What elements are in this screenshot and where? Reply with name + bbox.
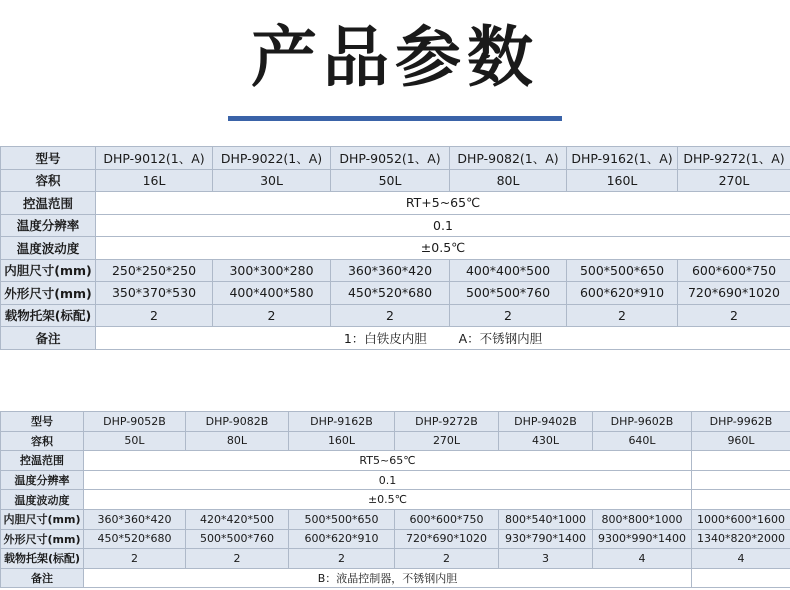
tray-cell: 3 [499, 549, 593, 569]
table-row [1, 192, 790, 215]
outer-size-cell: 500*500*760 [450, 282, 567, 305]
inner-size-cell: 250*250*250 [96, 259, 213, 282]
row-label: 温度波动度 [1, 237, 96, 260]
model-cell: DHP-9602B [593, 412, 692, 432]
volume-cell: 160L [289, 431, 395, 451]
table-row [1, 509, 790, 529]
table-row [1, 304, 790, 327]
tray-cell: 2 [186, 549, 289, 569]
outer-size-cell: 350*370*530 [96, 282, 213, 305]
inner-size-cell: 400*400*500 [450, 259, 567, 282]
page-title: 产品参数 [251, 19, 539, 96]
model-cell: DHP-9082(1、A) [450, 147, 567, 170]
table-row [1, 431, 790, 451]
row-label: 内胆尺寸(mm) [1, 259, 96, 282]
tray-cell: 4 [692, 549, 790, 569]
title-underline [228, 116, 562, 121]
row-label: 温度分辨率 [1, 214, 96, 237]
model-cell: DHP-9402B [499, 412, 593, 432]
model-cell: DHP-9012(1、A) [96, 147, 213, 170]
outer-size-cell: 9300*990*1400 [593, 529, 692, 549]
table-row [1, 259, 790, 282]
row-label: 外形尺寸(mm) [1, 282, 96, 305]
table-row [1, 214, 790, 237]
model-cell: DHP-9272(1、A) [678, 147, 790, 170]
tray-cell: 2 [331, 304, 450, 327]
tray-cell: 2 [96, 304, 213, 327]
model-cell: DHP-9162B [289, 412, 395, 432]
inner-size-cell: 300*300*280 [213, 259, 331, 282]
empty-cell [692, 490, 790, 510]
empty-cell [692, 470, 790, 490]
inner-size-cell: 360*360*420 [331, 259, 450, 282]
remark-cell: 1：白铁皮内胆 A：不锈钢内胆 [96, 327, 790, 350]
outer-size-cell: 720*690*1020 [678, 282, 790, 305]
row-label: 控温范围 [1, 451, 84, 471]
row-label: 温度分辨率 [1, 470, 84, 490]
inner-size-cell: 800*800*1000 [593, 509, 692, 529]
table-row [1, 327, 790, 350]
table-row [1, 549, 790, 569]
tray-cell: 4 [593, 549, 692, 569]
fluctuation-cell: ±0.5℃ [96, 237, 790, 260]
volume-cell: 270L [395, 431, 499, 451]
table-row [1, 568, 790, 588]
table-row [1, 451, 790, 471]
inner-size-cell: 1000*600*1600 [692, 509, 790, 529]
volume-cell: 30L [213, 169, 331, 192]
volume-cell: 270L [678, 169, 790, 192]
outer-size-cell: 500*500*760 [186, 529, 289, 549]
table-row [1, 169, 790, 192]
volume-cell: 80L [186, 431, 289, 451]
outer-size-cell: 600*620*910 [289, 529, 395, 549]
model-cell: DHP-9022(1、A) [213, 147, 331, 170]
spec-table-2 [0, 411, 790, 588]
model-cell: DHP-9162(1、A) [567, 147, 678, 170]
volume-cell: 960L [692, 431, 790, 451]
tray-cell: 2 [567, 304, 678, 327]
inner-size-cell: 600*600*750 [395, 509, 499, 529]
table-row [1, 412, 790, 432]
outer-size-cell: 450*520*680 [84, 529, 186, 549]
table-row [1, 147, 790, 170]
volume-cell: 16L [96, 169, 213, 192]
inner-size-cell: 420*420*500 [186, 509, 289, 529]
tray-cell: 2 [395, 549, 499, 569]
resolution-cell: 0.1 [96, 214, 790, 237]
table-row [1, 282, 790, 305]
table-row [1, 470, 790, 490]
tray-cell: 2 [678, 304, 790, 327]
model-cell: DHP-9052B [84, 412, 186, 432]
tray-cell: 2 [84, 549, 186, 569]
table-row [1, 529, 790, 549]
tray-cell: 2 [213, 304, 331, 327]
volume-cell: 80L [450, 169, 567, 192]
outer-size-cell: 600*620*910 [567, 282, 678, 305]
temp-range-cell: RT+5~65℃ [96, 192, 790, 215]
model-cell: DHP-9052(1、A) [331, 147, 450, 170]
row-label: 载物托架(标配) [1, 304, 96, 327]
tray-cell: 2 [450, 304, 567, 327]
table-row [1, 237, 790, 260]
volume-cell: 50L [331, 169, 450, 192]
inner-size-cell: 360*360*420 [84, 509, 186, 529]
outer-size-cell: 1340*820*2000 [692, 529, 790, 549]
row-label: 控温范围 [1, 192, 96, 215]
inner-size-cell: 500*500*650 [289, 509, 395, 529]
temp-range-cell: RT5~65℃ [84, 451, 692, 471]
inner-size-cell: 600*600*750 [678, 259, 790, 282]
resolution-cell: 0.1 [84, 470, 692, 490]
volume-cell: 50L [84, 431, 186, 451]
fluctuation-cell: ±0.5℃ [84, 490, 692, 510]
row-label: 备注 [1, 568, 84, 588]
outer-size-cell: 720*690*1020 [395, 529, 499, 549]
row-label: 载物托架(标配) [1, 549, 84, 569]
volume-cell: 160L [567, 169, 678, 192]
empty-cell [692, 568, 790, 588]
empty-cell [692, 451, 790, 471]
row-label: 型号 [1, 412, 84, 432]
outer-size-cell: 400*400*580 [213, 282, 331, 305]
row-label: 容积 [1, 169, 96, 192]
remark-cell: B：液晶控制器，不锈钢内胆 [84, 568, 692, 588]
inner-size-cell: 800*540*1000 [499, 509, 593, 529]
tray-cell: 2 [289, 549, 395, 569]
table-row [1, 490, 790, 510]
outer-size-cell: 930*790*1400 [499, 529, 593, 549]
model-cell: DHP-9272B [395, 412, 499, 432]
volume-cell: 430L [499, 431, 593, 451]
volume-cell: 640L [593, 431, 692, 451]
row-label: 型号 [1, 147, 96, 170]
outer-size-cell: 450*520*680 [331, 282, 450, 305]
spec-table-1 [0, 146, 790, 350]
row-label: 内胆尺寸(mm) [1, 509, 84, 529]
model-cell: DHP-9962B [692, 412, 790, 432]
row-label: 备注 [1, 327, 96, 350]
row-label: 容积 [1, 431, 84, 451]
row-label: 温度波动度 [1, 490, 84, 510]
model-cell: DHP-9082B [186, 412, 289, 432]
row-label: 外形尺寸(mm) [1, 529, 84, 549]
inner-size-cell: 500*500*650 [567, 259, 678, 282]
